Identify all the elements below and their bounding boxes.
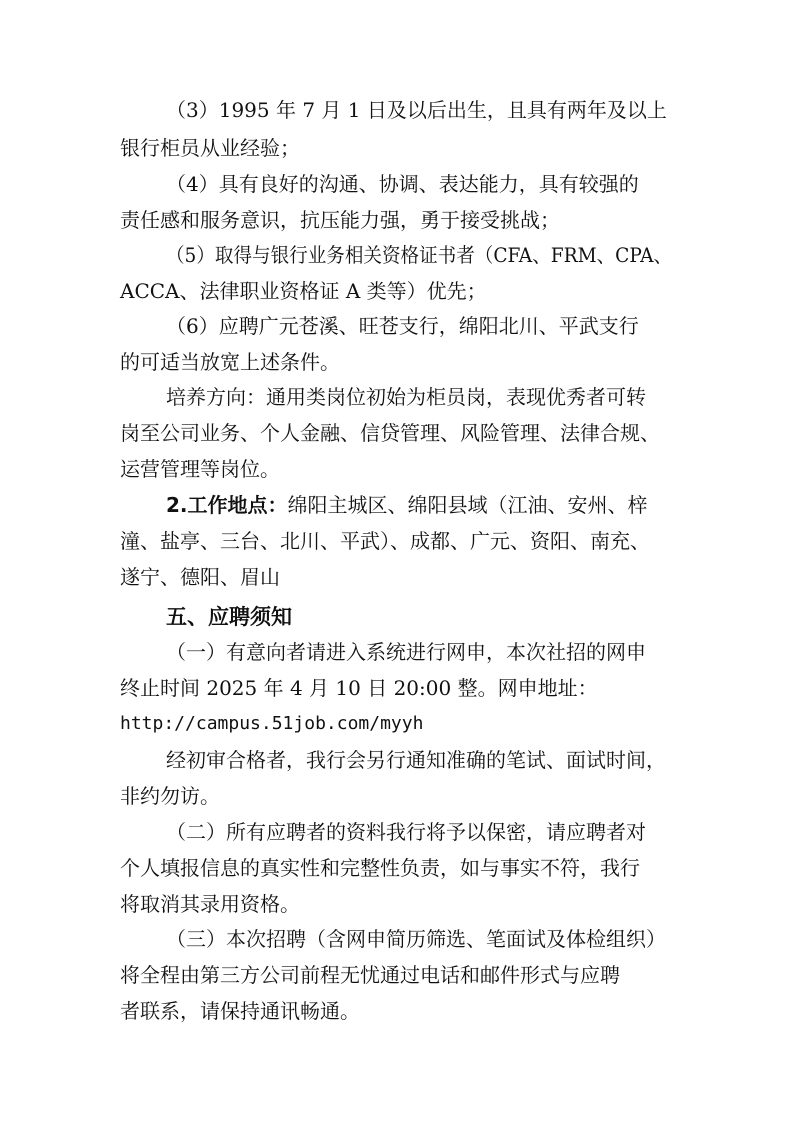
- requirement-6-line-2: 的可适当放宽上述条件。: [120, 350, 340, 374]
- requirement-5-line-2: ACCA、法律职业资格证 A 类等）优先；: [120, 279, 487, 303]
- work-location-text: 绵阳主城区、绵阳县域（江油、安州、梓: [287, 493, 648, 517]
- notice-3-line-3: 者联系，请保持通讯畅通。: [120, 999, 360, 1023]
- notice-1b-line-2: 非约勿访。: [120, 784, 220, 808]
- notice-2-line-3: 将取消其录用资格。: [120, 892, 300, 916]
- requirement-4-line-2: 责任感和服务意识，抗压能力强，勇于接受挑战；: [120, 208, 560, 232]
- notice-1-line-2: 终止时间 2025 年 4 月 10 日 20:00 整。网申地址：: [120, 676, 598, 700]
- application-url-link[interactable]: http://campus.51job.com/myyh: [120, 713, 424, 734]
- work-location-line-1: [166, 491, 648, 519]
- notice-1b-line-1: 经初审合格者，我行会另行通知准确的笔试、面试时间，: [166, 748, 666, 772]
- notice-3-line-1: （三）本次招聘（含网申简历筛选、笔面试及体检组织）: [166, 927, 666, 951]
- work-location-line-2: 潼、盐亭、三台、北川、平武）、成都、广元、资阳、南充、: [120, 529, 650, 553]
- notice-1-line-1: （一）有意向者请进入系统进行网申，本次社招的网申: [166, 640, 646, 664]
- requirement-3-line-1: （3）1995 年 7 月 1 日及以后出生，且具有两年及以上: [166, 98, 667, 122]
- training-line-3: 运营管理等岗位。: [120, 457, 280, 481]
- work-location-label: 2.工作地点：: [166, 493, 288, 517]
- notice-2-line-2: 个人填报信息的真实性和完整性负责，如与事实不符，我行: [120, 856, 640, 880]
- training-line-1: 培养方向：通用类岗位初始为柜员岗，表现优秀者可转: [166, 385, 646, 409]
- section-5-heading: 五、应聘须知: [166, 605, 292, 629]
- training-line-2: 岗至公司业务、个人金融、信贷管理、风险管理、法律合规、: [120, 421, 660, 445]
- requirement-6-line-1: （6）应聘广元苍溪、旺苍支行，绵阳北川、平武支行: [166, 314, 639, 338]
- notice-3-line-2: 将全程由第三方公司前程无忧通过电话和邮件形式与应聘: [120, 963, 620, 987]
- notice-2-line-1: （二）所有应聘者的资料我行将予以保密，请应聘者对: [166, 820, 646, 844]
- requirement-3-line-2: 银行柜员从业经验；: [120, 136, 300, 160]
- requirement-5-line-1: （5）取得与银行业务相关资格证书者（CFA、FRM、CPA、: [166, 243, 673, 267]
- work-location-line-3: 遂宁、德阳、眉山: [120, 565, 280, 589]
- requirement-4-line-1: （4）具有良好的沟通、协调、表达能力，具有较强的: [166, 172, 639, 196]
